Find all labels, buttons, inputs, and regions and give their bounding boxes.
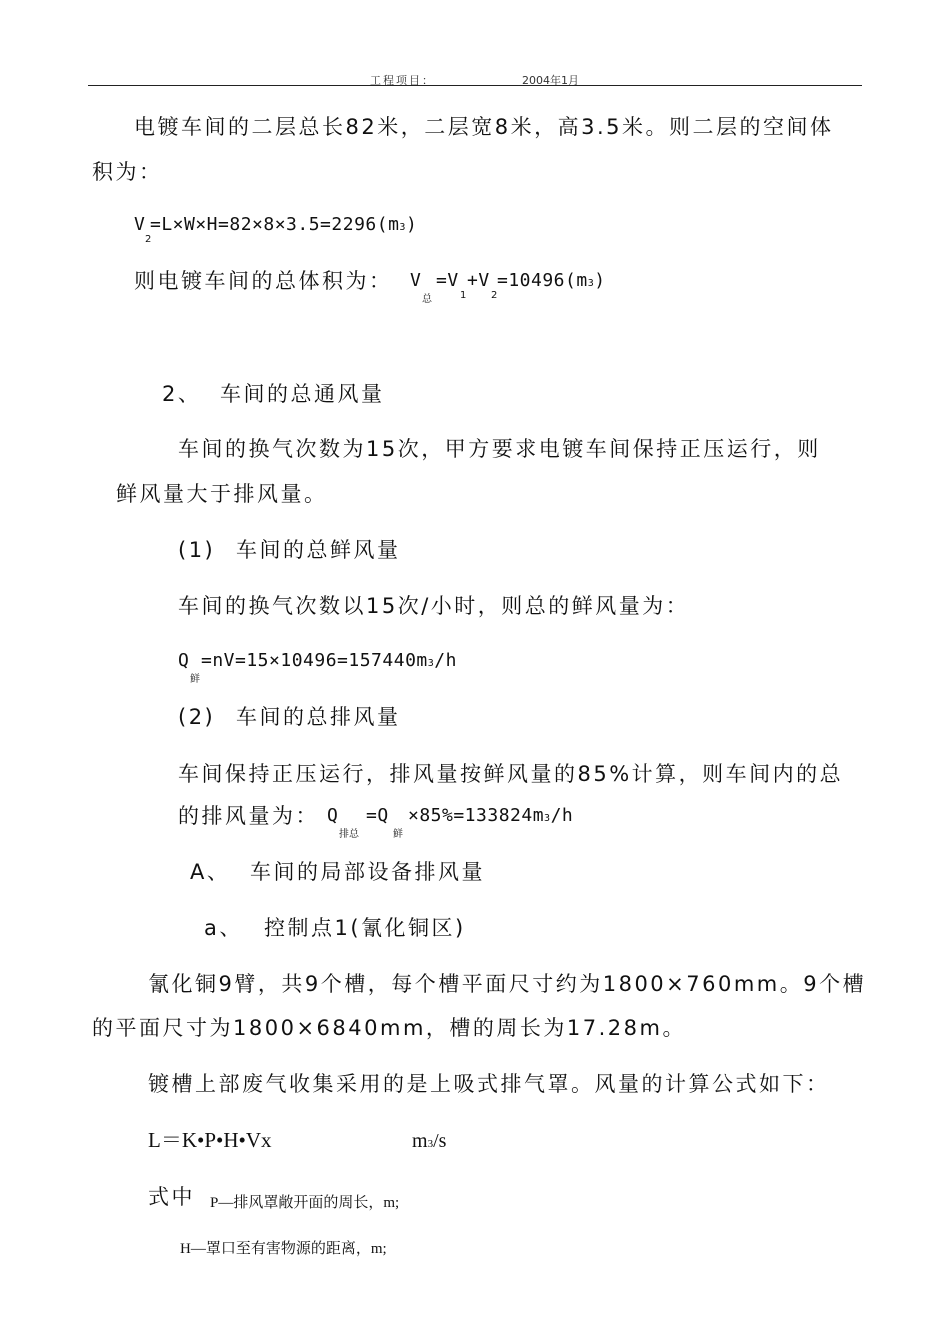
total-volume-eq: =V [436,270,459,291]
header-rule [88,85,862,86]
equation-subscript: 总 [422,294,432,305]
formula-unit: m3/s [412,1130,447,1152]
subsection-number: (1) [178,538,216,562]
equation-q-exhaust-body: ×85%=133824m3/h [408,805,574,826]
paragraph-line: 车间的换气次数为15次，甲方要求电镀车间保持正压运行，则 [178,437,821,461]
subsection-number: (2) [178,705,216,729]
equation-q-exhaust: Q [327,805,339,826]
header-project-label: 工程项目： [370,74,435,87]
section-number: 2、 [162,382,202,406]
total-volume-rest: =10496(m3) [497,270,606,291]
paragraph-line: 电镀车间的二层总长82米，二层宽8米，高3.5米。则二层的空间体 [134,115,834,139]
equation-subscript: 2 [145,234,152,245]
paragraph-line: 车间的换气次数以15次/小时，则总的鲜风量为： [178,594,690,618]
paragraph-line: 车间保持正压运行，排风量按鲜风量的85%计算，则车间内的总 [178,762,844,786]
total-volume-plus: +V [467,270,490,291]
paragraph-line: 的平面尺寸为1800×6840mm，槽的周长为17.28m。 [92,1016,686,1040]
total-volume-V: V [410,270,422,291]
equation-q-fresh-body: =nV=15×10496=157440m3/h [201,650,457,671]
equation-subscript: 鲜 [393,829,403,840]
equation-v2: V [134,214,146,235]
where-label: 式中 [148,1185,195,1209]
equation-q-fresh: Q [178,650,190,671]
equation-v2-body: =L×W×H=82×8×3.5=2296(m3) [150,214,418,235]
definition-p: P—排风罩敞开面的周长，m; [210,1195,400,1211]
equation-subscript: 1 [460,290,467,301]
formula: L＝K•P•H•Vx [148,1128,272,1152]
paragraph-line: 镀槽上部废气收集采用的是上吸式排气罩。风量的计算公式如下： [148,1072,830,1096]
equation-subscript: 鲜 [190,674,200,685]
subsection-title: 车间的总鲜风量 [236,538,401,562]
paragraph-line: 的排风量为： [178,804,319,828]
header-date: 2004年1月 [522,74,579,87]
subsection-number: a、 [204,916,243,940]
section-number: A、 [190,860,231,884]
definition-h: H—罩口至有害物源的距离，m; [180,1241,387,1257]
total-volume-label: 则电镀车间的总体积为： [134,269,393,293]
section-title: 车间的局部设备排风量 [250,860,485,884]
subsection-title: 车间的总排风量 [236,705,401,729]
equation-subscript: 排总 [339,829,359,840]
subsection-title: 控制点1(氰化铜区) [264,916,466,940]
equation-q-exhaust-eq: =Q [366,805,389,826]
equation-subscript: 2 [491,290,498,301]
paragraph-line: 氰化铜9臂，共9个槽，每个槽平面尺寸约为1800×760mm。9个槽 [148,972,867,996]
paragraph-line: 积为： [92,160,163,184]
section-title: 车间的总通风量 [220,382,385,406]
paragraph-line: 鲜风量大于排风量。 [116,482,328,506]
